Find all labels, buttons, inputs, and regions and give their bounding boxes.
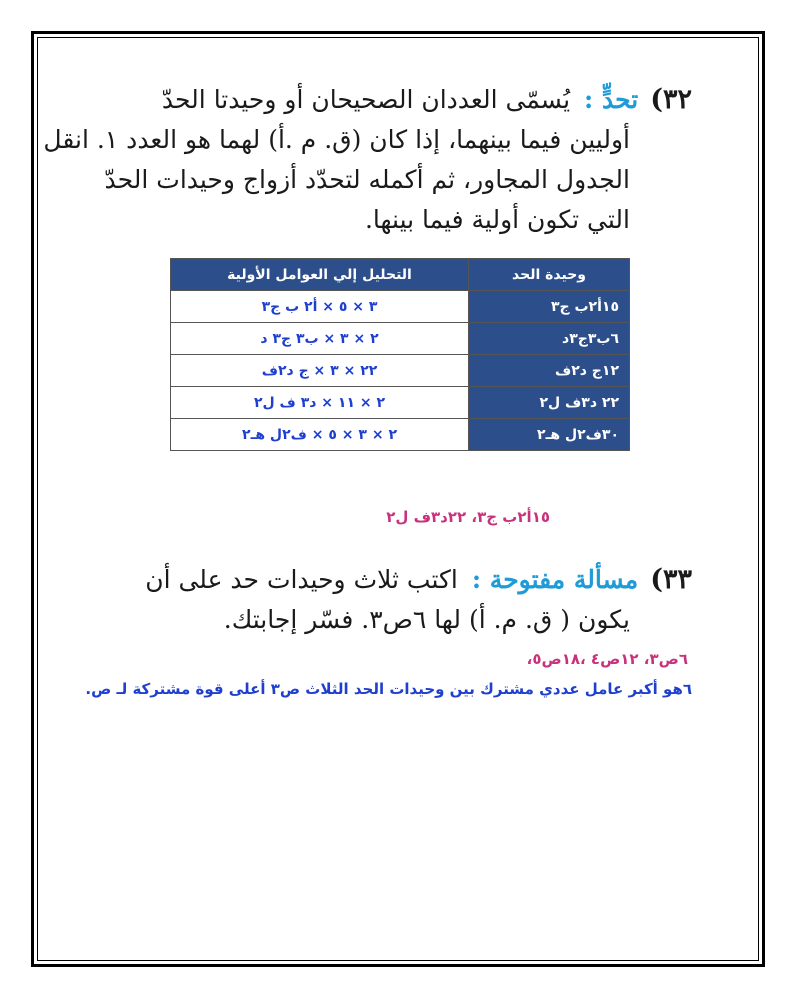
factorization-table: [170, 258, 630, 451]
problem-33-category: مسألة مفتوحة :: [471, 565, 639, 594]
factorization-cell: ٢ × ١١ × د٣ ف ل٢: [171, 387, 469, 419]
answer-33: ٦ص٣، ١٢ص٤ ،١٨ص٥،: [526, 650, 688, 668]
problem-33-text-1: اكتب ثلاث وحيدات حد على أن: [145, 565, 458, 594]
problem-32-line-1: [82, 80, 692, 120]
monomial-cell: ٢٢ د٣ف ل٢: [469, 387, 630, 419]
table-header-row: [171, 259, 630, 291]
table-row: [171, 419, 630, 451]
header-monomial: وحيدة الحد: [469, 259, 630, 291]
problem-32: [43, 80, 692, 240]
problem-32-line-3: الجدول المجاور، ثم أكمله لتحدّد أزواج وحيدات الحدّ: [104, 165, 630, 194]
problem-33-line-1: [82, 560, 692, 600]
problem-32-category: تحدٍّ :: [584, 85, 639, 114]
problem-32-line-4: التي تكون أولية فيما بينها.: [364, 205, 630, 234]
table-row: [171, 323, 630, 355]
table-row: [171, 387, 630, 419]
problem-33-line-2: يكون ( ق. م. أ) لها ٦ص٣. فسّر إجابتك.: [223, 605, 630, 634]
monomial-cell: ٣٠ف٢ل هـ٢: [469, 419, 630, 451]
monomial-cell: ١٥أ٢ب ج٣: [469, 291, 630, 323]
problem-32-line-2: أوليين فيما بينهما، إذا كان (ق. م .أ) لهما هو العدد ١. انقل: [43, 125, 630, 154]
factorization-cell: ٢ × ٣ × ٥ × ف٢ل هـ٢: [171, 419, 469, 451]
answer-32: ١٥أ٢ب ج٣، ٢٢د٣ف ل٢: [386, 508, 550, 526]
monomial-cell: ١٢ج د٢ف: [469, 355, 630, 387]
table-row: [171, 355, 630, 387]
problem-33-number: ٣٣): [650, 564, 692, 595]
problem-32-text-1: يُسمّى العددان الصحيحان أو وحيدتا الحدّ: [161, 85, 571, 114]
factorization-cell: ٣ × ٥ × أ٢ ب ج٣: [171, 291, 469, 323]
factorization-cell: ٢٢ × ٣ × ج د٢ف: [171, 355, 469, 387]
monomial-cell: ٦ب٣ج٣د: [469, 323, 630, 355]
problem-33: [82, 560, 692, 640]
explanation-33: ٦هو أكبر عامل عددي مشترك بين وحيدات الحد الثلاث ص٣ أعلى قوة مشتركة لـ ص.: [85, 680, 692, 698]
header-factorization: التحليل إلي العوامل الأولية: [171, 259, 469, 291]
factorization-cell: ٢ × ٣ × ب٣ ج٣ د: [171, 323, 469, 355]
problem-32-number: ٣٢): [650, 84, 692, 115]
table-row: [171, 291, 630, 323]
